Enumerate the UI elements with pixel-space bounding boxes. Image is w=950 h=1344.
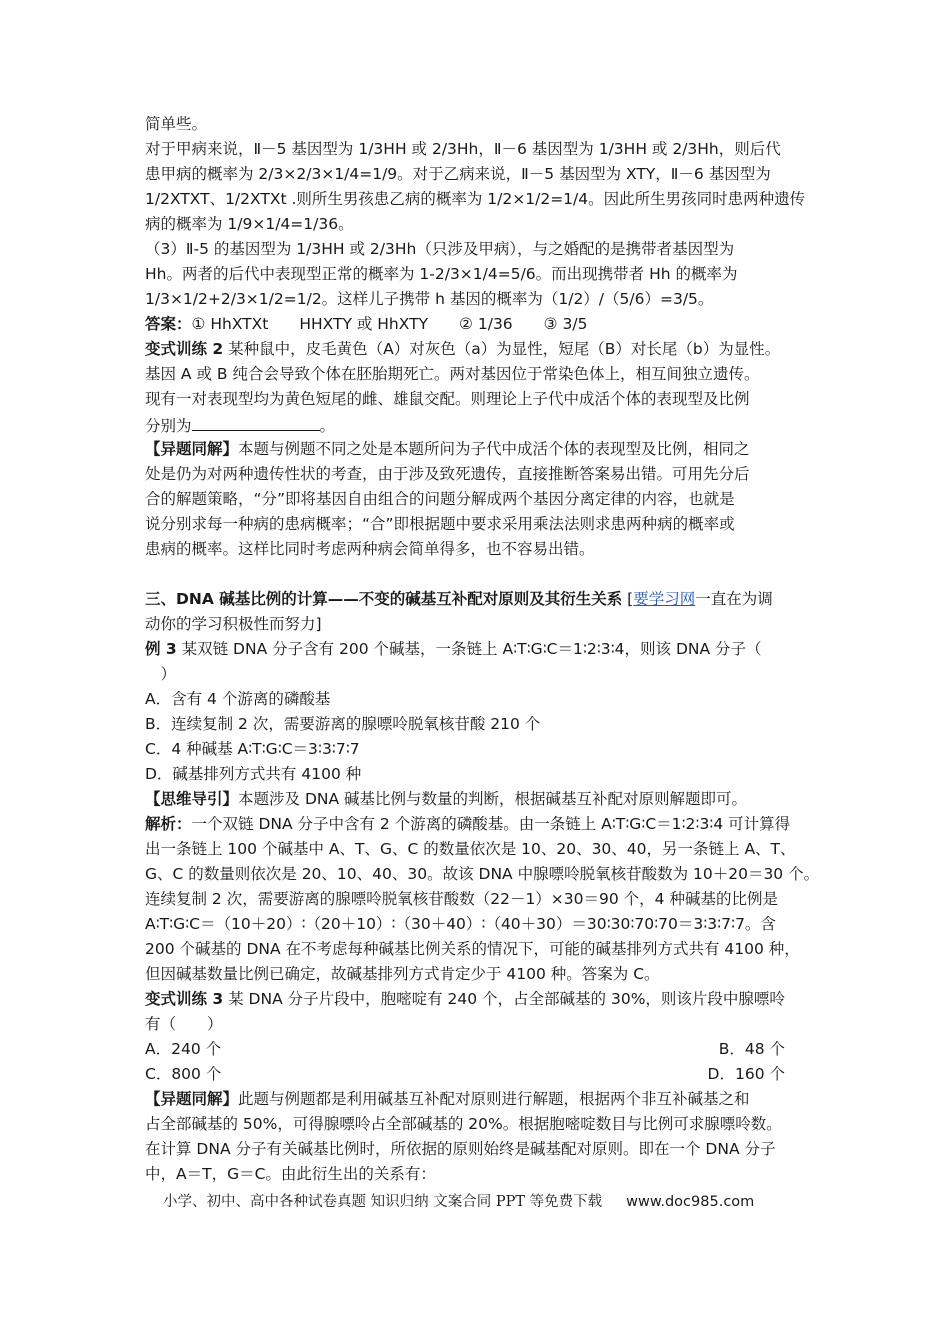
answer-label: 答案： <box>145 315 192 333</box>
text-line: 病的概率为 1/9×1/4=1/36。 <box>145 215 354 233</box>
text-line: 某 DNA 分子片段中，胞嘧啶有 240 个，占全部碱基的 30%，则该片段中腺嘌呤 <box>223 990 785 1008</box>
answer-text: ① HhXTXt HHXTY 或 HhXTY ② 1/36 ③ 3/5 <box>191 315 588 333</box>
answer-line <box>145 312 825 337</box>
diff-2-line <box>145 1087 825 1112</box>
text-line: 现有一对表现型均为黄色短尾的雌、雄鼠交配。则理论上子代中成活个体的表现型及比例 <box>145 390 750 408</box>
text-line: 200 个碱基的 DNA 在不考虑每种碱基比例关系的情况下，可能的碱基排列方式共有 4100 种， <box>145 940 800 958</box>
text-line: 某双链 DNA 分子含有 200 个碱基，一条链上 A∶T∶G∶C＝1∶2∶3∶4，则该 DNA 分子（ <box>176 640 762 658</box>
variant-2-label: 变式训练 2 <box>145 340 224 358</box>
options-row <box>145 1062 825 1087</box>
answer-blank <box>192 412 320 431</box>
text-line: 本题与例题不同之处是本题所问为子代中成活个体的表现型及比例，相同之 <box>238 440 750 458</box>
footer-text: 小学、初中、高中各种试卷真题 知识归纳 文案合同 PPT 等免费下载 <box>163 1194 603 1210</box>
text-fragment: 。 <box>319 417 336 435</box>
text-line: 某种鼠中，皮毛黄色（A）对灰色（a）为显性，短尾（B）对长尾（b）为显性。 <box>223 340 781 358</box>
variant-2-line <box>145 337 825 362</box>
page-footer <box>163 1190 754 1211</box>
text-fragment: 一直在为调 <box>695 590 773 608</box>
text-line: 处是仍为对两种遗传性状的考查，由于涉及致死遗传，直接推断答案易出错。可用先分后 <box>145 465 750 483</box>
analysis-line <box>145 812 825 837</box>
option-d: D．160 个 <box>707 1065 785 1083</box>
text-line: 患甲病的概率为 2/3×2/3×1/4=1/9。对于乙病来说，Ⅱ－5 基因型为 XTY，Ⅱ－6 基因型为 <box>145 165 771 183</box>
variant-3-label: 变式训练 3 <box>145 990 224 1008</box>
example-3-label: 例 3 <box>145 640 177 658</box>
option-d: D．碱基排列方式共有 4100 种 <box>145 765 362 783</box>
document-body <box>145 112 825 1187</box>
text-line: 有（ ） <box>145 1015 223 1033</box>
text-line: 此题与例题都是利用碱基互补配对原则进行解题，根据两个非互补碱基之和 <box>238 1090 750 1108</box>
text-line: 合的解题策略，“分”即将基因自由组合的问题分解成两个基因分离定律的内容，也就是 <box>145 490 735 508</box>
text-line: 说分别求每一种病的患病概率；“合”即根据题中要求采用乘法法则求患两种病的概率或 <box>145 515 735 533</box>
option-b: B．48 个 <box>718 1040 785 1058</box>
spacer <box>145 562 825 587</box>
text-line: 简单些。 <box>145 115 208 133</box>
footer-site: www.doc985.com <box>626 1194 755 1210</box>
text-line: 患病的概率。这样比同时考虑两种病会简单得多，也不容易出错。 <box>145 540 595 558</box>
option-b: B．连续复制 2 次，需要游离的腺嘌呤脱氧核苷酸 210 个 <box>145 715 541 733</box>
text-fragment: [ <box>622 590 634 608</box>
text-line: 中，A＝T，G＝C。由此衍生出的关系有： <box>145 1165 436 1183</box>
text-line: A∶T∶G∶C＝（10＋20）∶（20＋10）∶（30＋40）∶（40＋30）＝30∶30∶70∶70＝3∶3∶7∶7。含 <box>145 915 776 933</box>
text-line: 基因 A 或 B 纯合会导致个体在胚胎期死亡。两对基因位于常染色体上，相互间独立遗传。 <box>145 365 760 383</box>
text-line: Hh。两者的后代中表现型正常的概率为 1-2/3×1/4=5/6。而出现携带者 Hh 的概率为 <box>145 265 738 283</box>
text-line: 1/3×1/2+2/3×1/2=1/2。这样儿子携带 h 基因的概率为（1/2）/（5/6）=3/5。 <box>145 290 714 308</box>
guide-label: 【思维导引】 <box>145 790 239 808</box>
text-line: 但因碱基数量比例已确定，故碱基排列方式肯定少于 4100 种。答案为 C。 <box>145 965 660 983</box>
option-a: A．含有 4 个游离的磷酸基 <box>145 690 331 708</box>
option-c: C．800 个 <box>145 1065 222 1083</box>
text-line: 一个双链 DNA 分子中含有 2 个游离的磷酸基。由一条链上 A∶T∶G∶C＝1∶2∶3∶4 可计算得 <box>191 815 791 833</box>
text-line: 动你的学习积极性而努力] <box>145 615 322 633</box>
text-line: G、C 的数量则依次是 20、10、40、30。故该 DNA 中腺嘌呤脱氧核苷酸数为 10＋20＝30 个。 <box>145 865 820 883</box>
analysis-label: 解析： <box>145 815 192 833</box>
text-fragment: 分别为 <box>145 417 192 435</box>
text-line: 对于甲病来说，Ⅱ－5 基因型为 1/3HH 或 2/3Hh，Ⅱ－6 基因型为 1/3HH 或 2/3Hh，则后代 <box>145 140 781 158</box>
option-a: A．240 个 <box>145 1040 222 1058</box>
text-line: 出一条链上 100 个碱基中 A、T、G、C 的数量依次是 10、20、30、40，另一条链上 A、T、 <box>145 840 796 858</box>
text-line: 1/2XTXT、1/2XTXt .则所生男孩患乙病的概率为 1/2×1/2=1/4。因此所生男孩同时患两种遗传 <box>145 190 806 208</box>
options-row <box>145 1037 825 1062</box>
variant-2-blank-line <box>145 412 825 437</box>
section-title: 三、DNA 碱基比例的计算——不变的碱基互补配对原则及其衍生关系 <box>145 590 623 608</box>
text-line: 占全部碱基的 50%，可得腺嘌呤占全部碱基的 20%。根据胞嘧啶数目与比例可求腺嘌呤数。 <box>145 1115 782 1133</box>
text-line: ） <box>145 665 177 683</box>
text-line: （3）Ⅱ-5 的基因型为 1/3HH 或 2/3Hh（只涉及甲病），与之婚配的是携带者基因型为 <box>145 240 735 258</box>
option-c: C．4 种碱基 A∶T∶G∶C＝3∶3∶7∶7 <box>145 740 360 758</box>
guide-text: 本题涉及 DNA 碱基比例与数量的判断，根据碱基互补配对原则解题即可。 <box>238 790 748 808</box>
section-3-heading <box>145 587 825 612</box>
diff-1-line <box>145 437 825 462</box>
text-line: 连续复制 2 次，需要游离的腺嘌呤脱氧核苷酸数（22－1）×30＝90 个，4 种碱基的比例是 <box>145 890 778 908</box>
text-line: 在计算 DNA 分子有关碱基比例时，所依据的原则始终是碱基配对原则。即在一个 DNA 分子 <box>145 1140 776 1158</box>
guide-line <box>145 787 825 812</box>
site-link[interactable]: 要学习网 <box>633 590 696 608</box>
diff-1-label: 【异题同解】 <box>145 440 239 458</box>
example-3-line <box>145 637 825 662</box>
variant-3-line <box>145 987 825 1012</box>
diff-2-label: 【异题同解】 <box>145 1090 239 1108</box>
